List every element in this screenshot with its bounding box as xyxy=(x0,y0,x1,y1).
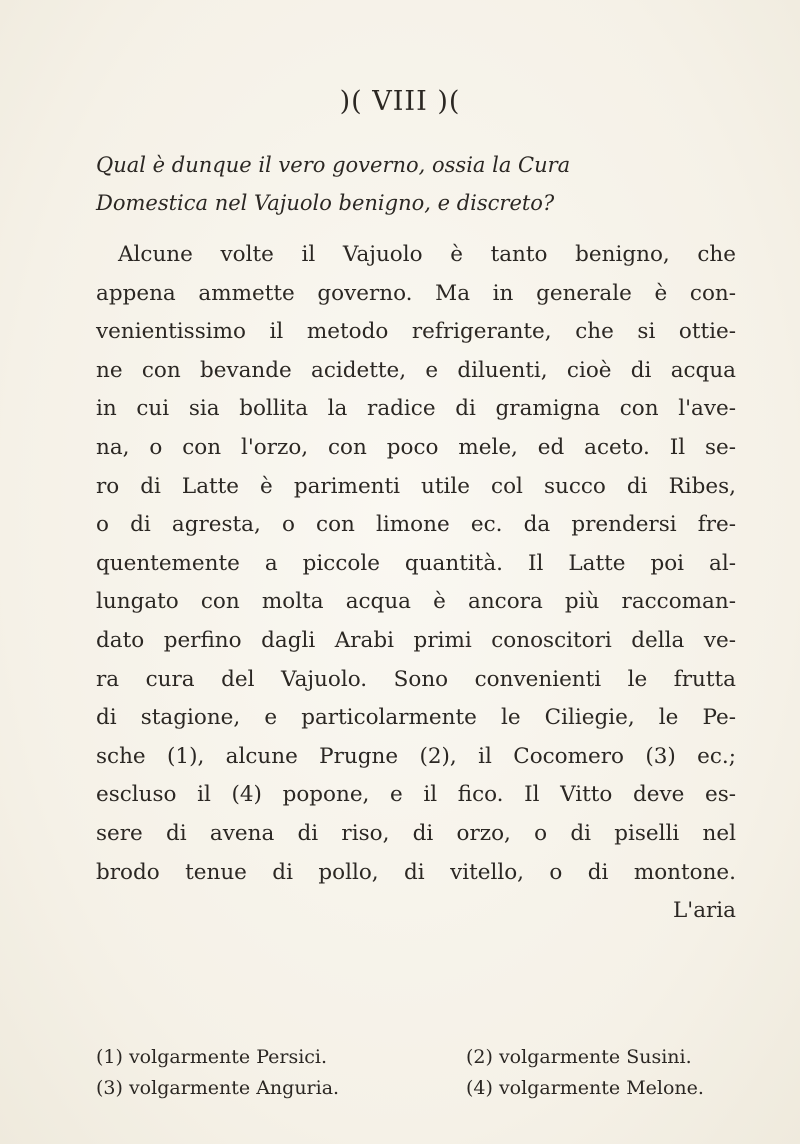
heading-line: Qual è dunque il vero governo, ossia la Cura xyxy=(96,153,571,177)
body-line: o di agresta, o con limone ec. da prendersi fre- xyxy=(96,512,736,538)
body-line: sche (1), alcune Prugne (2), il Cocomero (3) ec.; xyxy=(96,743,736,769)
body-line: na, o con l'orzo, con poco mele, ed aceto. Il se- xyxy=(96,434,736,460)
footnote-row xyxy=(96,1042,736,1073)
footnote: (2) volgarmente Susini. xyxy=(466,1046,692,1068)
body-line: sere di avena di riso, di orzo, o di piselli nel xyxy=(96,820,736,846)
body-line: quentemente a piccole quantità. Il Latte poi al- xyxy=(96,550,736,576)
footnote: (4) volgarmente Melone. xyxy=(466,1077,704,1099)
body-line: Alcune volte il Vajuolo è tanto benigno, che xyxy=(118,242,736,267)
footnote: (1) volgarmente Persici. xyxy=(96,1046,328,1068)
body-text xyxy=(96,236,736,931)
body-line: ne con bevande acidette, e diluenti, cioè di acqua xyxy=(96,357,736,383)
body-line: appena ammette governo. Ma in generale è con- xyxy=(96,280,736,306)
body-line: di stagione, e particolarmente le Ciliegie, le Pe- xyxy=(96,705,736,731)
body-line: lungato con molta acqua è ancora più raccoman- xyxy=(96,589,736,615)
section-heading xyxy=(96,146,736,222)
body-line: ro di Latte è parimenti utile col succo di Ribes, xyxy=(96,473,736,499)
body-line: escluso il (4) popone, e il fico. Il Vitto deve es- xyxy=(96,782,736,808)
footnote-row xyxy=(96,1073,736,1104)
body-line: ra cura del Vajuolo. Sono convenienti le frutta xyxy=(96,666,736,692)
footnotes xyxy=(96,1042,736,1104)
footnote: (3) volgarmente Anguria. xyxy=(96,1077,340,1099)
body-line: brodo tenue di pollo, di vitello, o di montone. xyxy=(96,859,736,885)
heading-line: Domestica nel Vajuolo benigno, e discreto? xyxy=(96,191,555,215)
catchword: L'aria xyxy=(673,898,736,924)
body-line: venientissimo il metodo refrigerante, che si ottie- xyxy=(96,319,736,345)
page-header: )( VIII )( xyxy=(339,86,461,117)
body-line: in cui sia bollita la radice di gramigna con l'ave- xyxy=(96,396,736,422)
body-line: dato perfino dagli Arabi primi conoscitori della ve- xyxy=(96,627,736,653)
